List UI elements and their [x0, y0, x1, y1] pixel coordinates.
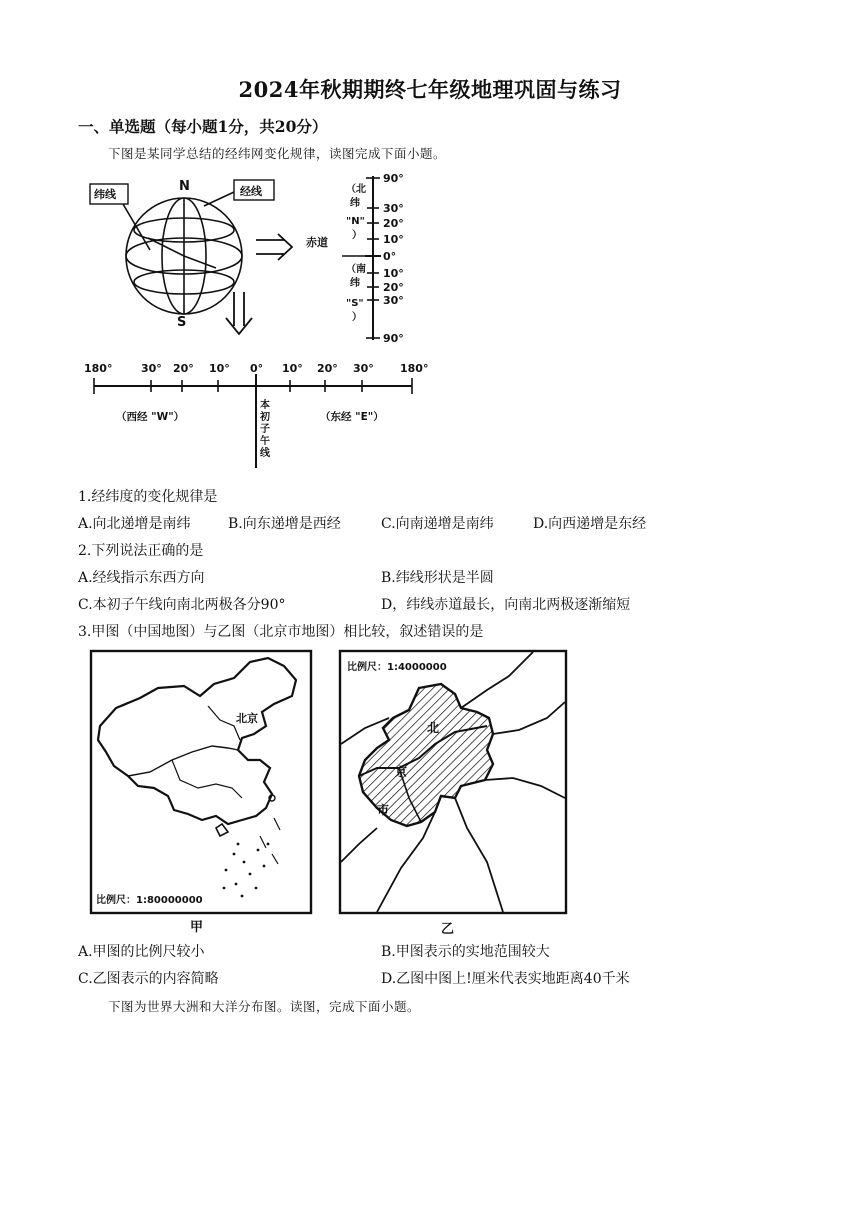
lon-tick-e180: 180°: [400, 362, 429, 375]
lon-tick-w180: 180°: [84, 362, 113, 375]
lat-tick-top: 90°: [383, 172, 404, 185]
question-2-option-c[interactable]: C.本初子午线向南北两极各分90°: [78, 597, 286, 613]
lon-tick-e10: 10°: [282, 362, 303, 375]
lat-tick-n10: 10°: [383, 233, 404, 246]
lat-tick-s30: 30°: [383, 294, 404, 307]
benchu-char-4: 午: [260, 436, 270, 447]
question-2-option-d[interactable]: D，纬线赤道最长，向南北两极逐渐缩短: [381, 597, 631, 613]
lat-tick-s20: 20°: [383, 281, 404, 294]
question-1-option-d[interactable]: D.向西递增是东经: [533, 516, 647, 532]
graticule-figure: [78, 168, 438, 478]
lat-tick-n30: 30°: [383, 202, 404, 215]
question-1-stem: 1.经纬度的变化规律是: [78, 489, 218, 505]
north-label: N: [179, 179, 190, 194]
weixian-label: 纬线: [94, 188, 116, 201]
map-jia-figure: [88, 648, 316, 936]
section-heading: 一、单选题（每小题1分，共20分）: [78, 117, 328, 136]
intro-text-1: 下图是某同学总结的经纬网变化规律，读图完成下面小题。: [108, 146, 447, 161]
benchu-char-1: 本: [260, 400, 270, 411]
lon-tick-e30: 30°: [353, 362, 374, 375]
lon-tick-w30: 30°: [141, 362, 162, 375]
map-yi-figure: [337, 648, 569, 938]
lon-tick-e20: 20°: [317, 362, 338, 375]
jingxian-label: 经线: [240, 185, 262, 198]
yi-figure-label: 乙: [441, 922, 455, 937]
question-3-option-a[interactable]: A.甲图的比例尺较小: [78, 944, 205, 960]
yi-scale-label: 比例尺：1:4000000: [347, 662, 447, 673]
south-label: S: [177, 315, 187, 330]
nanwei-label-3: "S": [346, 298, 364, 309]
yi-jing-label: 京: [395, 765, 408, 779]
beiwei-label-2: 纬: [350, 198, 360, 209]
question-3-option-d[interactable]: D.乙图中图上!厘米代表实地距离40千米: [381, 971, 630, 987]
lon-tick-w20: 20°: [173, 362, 194, 375]
question-3-option-b[interactable]: B.甲图表示的实地范围较大: [381, 944, 550, 960]
benchu-char-5: 线: [260, 448, 270, 459]
nanwei-label-1: （南: [346, 264, 366, 275]
beiwei-label-1: （北: [346, 184, 366, 195]
beiwei-label-3: "N": [346, 216, 365, 227]
page-title: 2024年秋期期终七年级地理巩固与练习: [238, 77, 622, 102]
question-2-option-b[interactable]: B.纬线形状是半圆: [381, 570, 494, 586]
question-2-stem: 2.下列说法正确的是: [78, 543, 204, 559]
benchu-char-2: 初: [260, 412, 270, 423]
jia-figure-label: 甲: [190, 920, 204, 935]
lon-tick-w10: 10°: [209, 362, 230, 375]
lat-tick-bottom: 90°: [383, 332, 404, 345]
lat-tick-n20: 20°: [383, 217, 404, 230]
lon-tick-zero: 0°: [250, 362, 264, 375]
question-3-option-c[interactable]: C.乙图表示的内容简略: [78, 971, 219, 987]
intro-text-2: 下图为世界大洲和大洋分布图。读图，完成下面小题。: [108, 999, 421, 1014]
lat-tick-zero: 0°: [383, 250, 397, 263]
jia-beijing-label: 北京: [236, 712, 258, 725]
jia-scale-label: 比例尺：1:80000000: [96, 895, 203, 906]
question-1-option-c[interactable]: C.向南递增是南纬: [381, 516, 494, 532]
beiwei-label-4: ）: [352, 230, 362, 241]
xijing-label: （西经 "W"）: [116, 411, 185, 423]
yi-bei-label: 北: [427, 721, 440, 735]
question-1-option-b[interactable]: B.向东递增是西经: [228, 516, 341, 532]
question-3-stem: 3.甲图（中国地图）与乙图（北京市地图）相比较，叙述错误的是: [78, 624, 484, 640]
yi-shi-label: 市: [377, 803, 390, 817]
nanwei-label-4: ）: [352, 312, 362, 323]
nanwei-label-2: 纬: [350, 278, 360, 289]
benchu-char-3: 子: [260, 424, 270, 435]
question-1-option-a[interactable]: A.向北递增是南纬: [78, 516, 191, 532]
chidao-label: 赤道: [306, 236, 328, 249]
lat-tick-s10: 10°: [383, 267, 404, 280]
dongjing-label: （东经 "E"）: [320, 411, 384, 423]
question-2-option-a[interactable]: A.经线指示东西方向: [78, 570, 205, 586]
